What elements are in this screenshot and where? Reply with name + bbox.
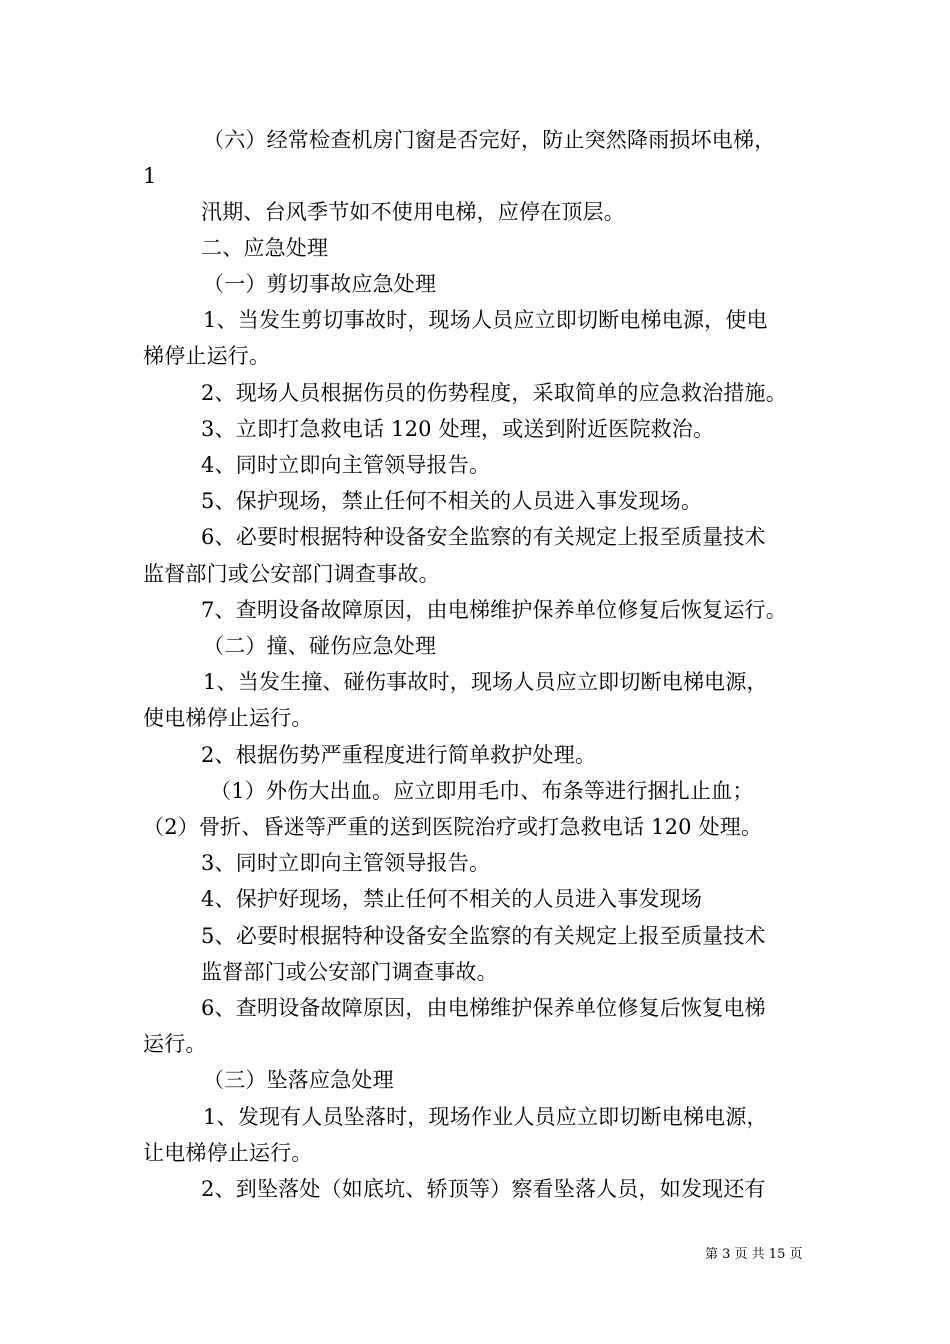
text-line-25: 6、查明设备故障原因，由电梯维护保养单位修复后恢复电梯 (201, 996, 766, 1020)
text-line-11: 5、保护现场，禁止任何不相关的人员进入事发现场。 (201, 489, 703, 513)
text-line-7: 梯停止运行。 (143, 344, 271, 368)
text-line-9: 3、立即打急救电话 120 处理，或送到附近医院救治。 (201, 417, 715, 441)
text-line-6: 1、当发生剪切事故时，现场人员应立即切断电梯电源，使电 (203, 308, 768, 332)
text-line-27: （三）坠落应急处理 (203, 1068, 394, 1092)
text-line-13: 监督部门或公安部门调查事故。 (143, 562, 440, 586)
text-line-12: 6、必要时根据特种设备安全监察的有关规定上报至质量技术 (201, 525, 766, 549)
text-line-28: 1、发现有人员坠落时，现场作业人员应立即切断电梯电源， (203, 1105, 768, 1129)
text-line-2: 1 (143, 164, 157, 188)
text-line-26: 运行。 (143, 1032, 207, 1056)
text-line-15: （二）撞、碰伤应急处理 (203, 634, 437, 658)
text-line-22: 4、保护好现场，禁止任何不相关的人员进入事发现场 (201, 887, 703, 911)
text-line-1: （六）经常检查机房门窗是否完好，防止突然降雨损坏电梯， (203, 128, 776, 152)
text-line-10: 4、同时立即向主管领导报告。 (201, 453, 491, 477)
text-line-30: 2、到坠落处（如底坑、轿顶等）察看坠落人员，如发现还有 (201, 1177, 766, 1201)
text-line-5: （一）剪切事故应急处理 (203, 272, 437, 296)
text-line-19: （1）外伤大出血。应立即用毛巾、布条等进行捆扎止血； (210, 779, 754, 803)
text-line-24: 监督部门或公安部门调查事故。 (201, 960, 498, 984)
text-line-8: 2、现场人员根据伤员的伤势程度，采取简单的应急救治措施。 (201, 381, 787, 405)
text-line-29: 让电梯停止运行。 (143, 1141, 313, 1165)
page-number-footer: 第 3 页 共 15 页 (705, 1247, 803, 1262)
text-line-14: 7、查明设备故障原因，由电梯维护保养单位修复后恢复运行。 (201, 598, 787, 622)
text-line-17: 使电梯停止运行。 (143, 706, 313, 730)
text-line-18: 2、根据伤势严重程度进行简单救护处理。 (201, 743, 597, 767)
text-line-4: 二、应急处理 (201, 236, 329, 260)
text-line-16: 1、当发生撞、碰伤事故时，现场人员应立即切断电梯电源， (203, 670, 768, 694)
text-line-20: （2）骨折、昏迷等严重的送到医院治疗或打急救电话 120 处理。 (143, 815, 763, 839)
text-line-3: 汛期、台风季节如不使用电梯，应停在顶层。 (201, 200, 625, 224)
text-line-23: 5、必要时根据特种设备安全监察的有关规定上报至质量技术 (201, 924, 766, 948)
text-line-21: 3、同时立即向主管领导报告。 (201, 851, 491, 875)
